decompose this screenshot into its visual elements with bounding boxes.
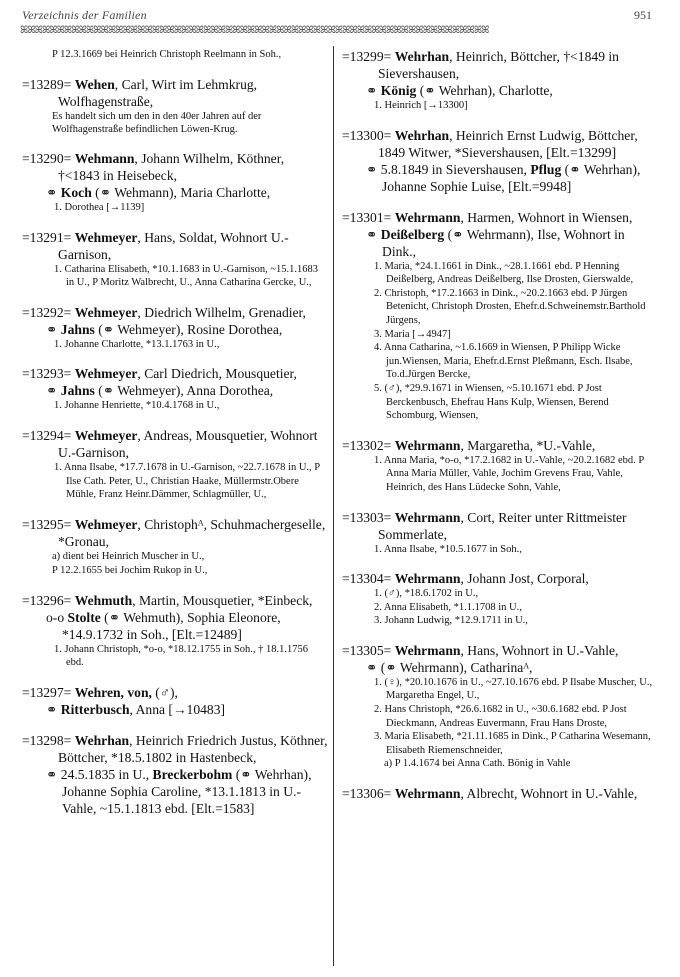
- marriage-icon: ⚭: [46, 321, 58, 337]
- entry-heading: =13298= Wehrhan, Heinrich Friedrich Justus, Köthner, Böttcher, *18.5.1802 in Hastenbeck,: [22, 732, 328, 765]
- page-number: 951: [634, 8, 652, 22]
- spouse-line: ⚭ Koch (⚭ Wehmann), Maria Charlotte,: [46, 185, 271, 200]
- entry-13300: [342, 127, 654, 195]
- entry-13299: [342, 48, 654, 113]
- surname: Wehmann: [74, 151, 135, 166]
- surname: Wehrhan: [394, 127, 450, 143]
- child-line: 2. Anna Elisabeth, *1.1.1708 in U.,: [374, 601, 522, 613]
- child-line: 2. Christoph, *17.2.1663 in Dink., ~20.2.1663 ebd. P Jürgen Betenicht, Christoph Drosten, Ehefr.d.Schweinemstr.Barthold Jürgens,: [374, 287, 646, 326]
- entry-13297: [22, 684, 328, 718]
- surname: Wehmuth: [74, 592, 133, 608]
- entry-heading: =13301= Wehrmann, Harmen, Wohnort in Wiensen,: [342, 209, 633, 225]
- entry-heading: =13289= Wehen, Carl, Wirt im Lehmkrug, Wolfhagenstraße,: [22, 77, 258, 109]
- ornament-border: ꕤꕤꕤꕤꕤꕤꕤꕤꕤꕤꕤꕤꕤꕤꕤꕤꕤꕤꕤꕤꕤꕤꕤꕤꕤꕤꕤꕤꕤꕤꕤꕤꕤꕤꕤꕤꕤꕤꕤꕤꕤꕤꕤꕤꕤꕤꕤꕤꕤꕤꕤꕤꕤꕤꕤꕤꕤꕤꕤꕤꕤꕤꕤꕤ: [20, 25, 489, 36]
- surname: Wehrmann: [394, 786, 461, 802]
- entry-heading: =13296= Wehmuth, Martin, Mousquetier, *Einbeck,: [22, 592, 313, 608]
- left-column: [22, 48, 328, 831]
- child-line: 1. Johann Christoph, *o-o, *18.12.1755 in Soh., † 18.1.1756 ebd.: [54, 643, 309, 669]
- entry-heading: =13299= Wehrhan, Heinrich, Böttcher, †<1849 in Sievershausen,: [342, 49, 619, 81]
- continuation-line: P 12.3.1669 bei Heinrich Christoph Reelmann in Soh.,: [52, 49, 282, 60]
- entry-heading: =13303= Wehrmann, Cort, Reiter unter Rittmeister Sommerlate,: [342, 509, 627, 542]
- marriage-icon: ⚭: [46, 185, 58, 200]
- entry-heading: =13306= Wehrmann, Albrecht, Wohnort in U.-Vahle,: [342, 786, 638, 802]
- marriage-icon: ⚭: [46, 701, 58, 717]
- entry-heading: =13291= Wehmeyer, Hans, Soldat, Wohnort U.-Garnison,: [22, 229, 289, 262]
- entry-heading: =13294= Wehmeyer, Andreas, Mousquetier, Wohnort U.-Garnison,: [22, 427, 318, 460]
- child-line: 1. Anna Ilsabe, *17.7.1678 in U.-Garnison, ~22.7.1678 in U., P Ilse Cath. Peter, U., Christian Haake, Müllermstr.Obere Mühle, Franz Heinr.Dämmer, Schlagmüller, U.,: [54, 461, 320, 501]
- child-line: 1. (♂), *18.6.1702 in U.,: [374, 588, 479, 600]
- surname: Wehren, von,: [74, 684, 152, 700]
- child-line: 2. Hans Christoph, *26.6.1682 in U., ~30.6.1682 ebd. P Jost Dieckmann, Andreas Euvermann, Frau Hans Droste,: [374, 704, 627, 729]
- marriage-icon: ⚭: [46, 383, 58, 399]
- surname: Wehrmann: [394, 437, 461, 453]
- surname: Wehrmann: [394, 209, 461, 225]
- entry-heading: =13300= Wehrhan, Heinrich Ernst Ludwig, Böttcher, 1849 Witwer, *Sievershausen, [Elt.=13299]: [342, 127, 638, 160]
- spouse-line: ⚭ Deißelberg (⚭ Wehrmann), Ilse, Wohnort in Dink.,: [366, 226, 625, 259]
- child-line: 4. Anna Catharina, ~1.6.1669 in Wiensen, P Philipp Wicke jun.Wiensen, Maria, Ehefr.d.Ernst Pleßmann, Esch. Ilsabe, To.d.Jürgen Bercke,: [374, 342, 633, 381]
- surname: Wehrmann: [394, 509, 461, 525]
- entry-heading: =13304= Wehrmann, Johann Jost, Corporal,: [342, 571, 589, 587]
- surname: Wehmeyer: [74, 304, 138, 320]
- annotation-line: a) dient bei Heinrich Muscher in U.,: [52, 550, 205, 562]
- entry-13304: [342, 570, 654, 628]
- marriage-icon: ⚭: [366, 226, 378, 242]
- spouse-line: ⚭ Jahns (⚭ Wehmeyer), Rosine Dorothea,: [46, 321, 283, 337]
- entry-heading: =13290= Wehmann, Johann Wilhelm, Köthner, †<1843 in Heisebeck,: [22, 151, 285, 183]
- child-line: 1. Johanne Henriette, *10.4.1768 in U.,: [54, 400, 220, 412]
- child-line: 3. Maria [→4947]: [374, 328, 451, 340]
- entry-13303: [342, 509, 654, 557]
- child-line: 1. Johanne Charlotte, *13.1.1763 in U.,: [54, 338, 220, 350]
- entry-heading: =13305= Wehrmann, Hans, Wohnort in U.-Vahle,: [342, 642, 619, 658]
- entry-13301: [342, 209, 654, 423]
- spouse-line: ⚭ König (⚭ Wehrhan), Charlotte,: [366, 83, 553, 98]
- child-line: 1. Heinrich [→13300]: [374, 100, 468, 111]
- surname: Wehmeyer: [74, 366, 138, 382]
- marriage-icon: ⚭: [366, 83, 378, 98]
- entry-heading: =13292= Wehmeyer, Diedrich Wilhelm, Grenadier,: [22, 304, 306, 320]
- entry-13306: [342, 785, 654, 802]
- child-line: 1. Dorothea [→1139]: [54, 202, 145, 213]
- partner-icon: o-o: [46, 609, 65, 625]
- entry-heading: =13293= Wehmeyer, Carl Diedrich, Mousquetier,: [22, 366, 297, 382]
- child-line: 5. (♂), *29.9.1671 in Wiensen, ~5.10.1671 ebd. P Jost Berckenbusch, Ehefrau Hans Kulp, Wiensen, Berend Schomburg, Wiensen,: [374, 382, 609, 422]
- child-line: 3. Maria Elisabeth, *21.11.1685 in Dink., P Catharina Wesemann, Elisabeth Riemenschneider,: [374, 731, 651, 756]
- right-column: [342, 48, 654, 816]
- entry-13294: [22, 427, 328, 502]
- spouse-line: ⚭ Jahns (⚭ Wehmeyer), Anna Dorothea,: [46, 383, 274, 399]
- entry-note: Es handelt sich um den in den 40er Jahren auf der Wolfhagenstraße befindlichen Löwen-Krug.: [52, 111, 262, 135]
- surname: Wehrhan: [74, 732, 130, 748]
- running-title: Verzeichnis der Familien: [22, 8, 147, 22]
- entry-13298: [22, 732, 328, 817]
- entry-13295: [22, 516, 328, 578]
- surname: Wehrhan: [394, 49, 450, 64]
- entry-13296: [22, 592, 328, 670]
- child-line: 1. Anna Ilsabe, *10.5.1677 in Soh.,: [374, 543, 522, 555]
- spouse-line: o-o Stolte (⚭ Wehmuth), Sophia Eleonore, *14.9.1732 in Soh., [Elt.=12489]: [46, 609, 281, 642]
- entry-heading: =13302= Wehrmann, Margaretha, *U.-Vahle,: [342, 437, 596, 453]
- entry-13289: [22, 76, 328, 136]
- surname: Wehmeyer: [74, 516, 138, 532]
- child-line: 1. Catharina Elisabeth, *10.1.1683 in U.-Garnison, ~15.1.1683 in U., P Moritz Walbrecht, U., Anna Catharina Gercke, U.,: [54, 263, 319, 289]
- page-header: [20, 8, 660, 24]
- surname: Wehmeyer: [74, 427, 138, 443]
- entry-13292: [22, 304, 328, 352]
- entry-13293: [22, 365, 328, 413]
- entry-13305: [342, 642, 654, 771]
- surname: Wehen: [74, 77, 115, 92]
- spouse-line: ⚭ Ritterbusch, Anna [→10483]: [46, 701, 226, 717]
- entry-heading: =13297= Wehren, von, (♂),: [22, 684, 178, 700]
- entry-13290: [22, 150, 328, 215]
- column-divider: [333, 46, 334, 966]
- spouse-line: ⚭ 24.5.1835 in U., Breckerbohm (⚭ Wehrhan), Johanne Sophia Caroline, *13.1.1813 in U.-Vahle, ~15.1.1813 ebd. [Elt.=1583]: [46, 766, 312, 816]
- entry-13302: [342, 437, 654, 495]
- child-line: 3. Johann Ludwig, *12.9.1711 in U.,: [374, 615, 528, 627]
- surname: Wehrmann: [394, 571, 461, 587]
- surname: Wehrmann: [394, 642, 461, 658]
- annotation-line: a) P 1.4.1674 bei Anna Cath. Bönig in Vahle: [384, 758, 571, 770]
- child-line: 1. (♀), *20.10.1676 in U., ~27.10.1676 ebd. P Ilsabe Muscher, U., Margaretha Engel, U.,: [374, 676, 653, 702]
- entry-heading: =13295= Wehmeyer, Christophᴬ, Schuhmachergeselle, *Gronau,: [22, 516, 326, 549]
- spouse-line: ⚭ (⚭ Wehrmann), Catharinaᴬ,: [366, 659, 533, 675]
- annotation-line: P 12.2.1655 bei Jochim Rukop in U.,: [52, 564, 208, 576]
- surname: Wehmeyer: [74, 229, 138, 245]
- spouse-line: ⚭ 5.8.1849 in Sievershausen, Pflug (⚭ Wehrhan), Johanne Sophie Luise, [Elt.=9948]: [366, 161, 641, 194]
- entry-13291: [22, 229, 328, 290]
- child-line: 1. Maria, *24.1.1661 in Dink., ~28.1.1661 ebd. P Henning Deißelberg, Andreas Deißelberg, Ilse Drosten, Gierswalde,: [374, 260, 634, 286]
- child-line: 1. Anna Maria, *o-o, *17.2.1682 in U.-Vahle, ~20.2.1682 ebd. P Anna Maria Müller, Vahle, Jochim Grevens Frau, Vahle, Heinrich, des Hans Lüdecke Sohn, Vahle,: [374, 454, 644, 493]
